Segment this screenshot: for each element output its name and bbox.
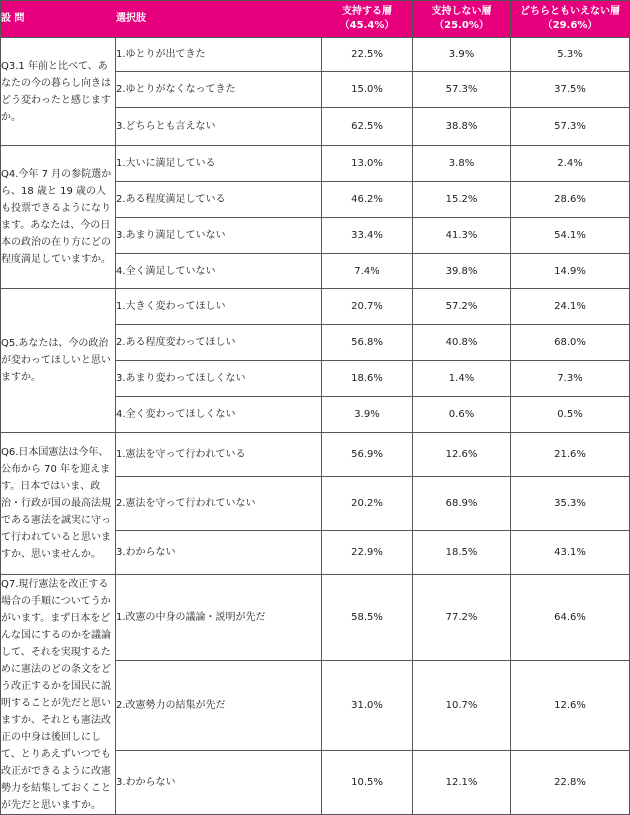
header-row xyxy=(1,1,630,38)
value-non-supporters: 12.1% xyxy=(413,751,511,815)
value-supporters: 15.0% xyxy=(322,72,413,108)
option-cell: 3.あまり変わってほしくない xyxy=(116,361,322,397)
value-undecided: 54.1% xyxy=(511,218,630,254)
value-non-supporters: 77.2% xyxy=(413,575,511,661)
value-supporters: 13.0% xyxy=(322,146,413,182)
value-supporters: 20.2% xyxy=(322,477,413,531)
value-non-supporters: 40.8% xyxy=(413,325,511,361)
value-supporters: 46.2% xyxy=(322,182,413,218)
value-undecided: 2.4% xyxy=(511,146,630,182)
option-cell: 3.わからない xyxy=(116,531,322,575)
value-non-supporters: 38.8% xyxy=(413,108,511,146)
option-cell: 2.憲法を守って行われていない xyxy=(116,477,322,531)
value-undecided: 57.3% xyxy=(511,108,630,146)
value-undecided: 21.6% xyxy=(511,433,630,477)
value-undecided: 35.3% xyxy=(511,477,630,531)
value-undecided: 37.5% xyxy=(511,72,630,108)
table-row xyxy=(1,38,630,72)
header-non-supporters: 支持しない層 （25.0%） xyxy=(413,1,511,38)
option-cell: 2.ある程度変わってほしい xyxy=(116,325,322,361)
value-undecided: 43.1% xyxy=(511,531,630,575)
option-cell: 2.ある程度満足している xyxy=(116,182,322,218)
value-undecided: 28.6% xyxy=(511,182,630,218)
option-cell: 3.わからない xyxy=(116,751,322,815)
value-non-supporters: 0.6% xyxy=(413,397,511,433)
table-row xyxy=(1,433,630,477)
value-non-supporters: 57.3% xyxy=(413,72,511,108)
option-cell: 2.ゆとりがなくなってきた xyxy=(116,72,322,108)
value-undecided: 68.0% xyxy=(511,325,630,361)
value-supporters: 58.5% xyxy=(322,575,413,661)
header-supporters: 支持する層 （45.4%） xyxy=(322,1,413,38)
option-cell: 1.ゆとりが出てきた xyxy=(116,38,322,72)
option-cell: 1.憲法を守って行われている xyxy=(116,433,322,477)
value-supporters: 22.5% xyxy=(322,38,413,72)
question-cell: Q3.1 年前と比べて、あなたの今の暮らし向きはどう変わったと感じますか。 xyxy=(1,38,116,146)
value-undecided: 22.8% xyxy=(511,751,630,815)
value-non-supporters: 1.4% xyxy=(413,361,511,397)
table-row xyxy=(1,289,630,325)
table-row xyxy=(1,575,630,661)
value-supporters: 31.0% xyxy=(322,661,413,751)
option-cell: 4.全く満足していない xyxy=(116,254,322,289)
option-cell: 3.どちらとも言えない xyxy=(116,108,322,146)
value-supporters: 3.9% xyxy=(322,397,413,433)
value-undecided: 0.5% xyxy=(511,397,630,433)
question-cell: Q5.あなたは、今の政治が変わってほしいと思いますか。 xyxy=(1,289,116,433)
value-non-supporters: 12.6% xyxy=(413,433,511,477)
value-supporters: 62.5% xyxy=(322,108,413,146)
option-cell: 2.改憲勢力の結集が先だ xyxy=(116,661,322,751)
header-option: 選択肢 xyxy=(116,1,322,38)
option-cell: 1.大いに満足している xyxy=(116,146,322,182)
value-undecided: 5.3% xyxy=(511,38,630,72)
value-supporters: 33.4% xyxy=(322,218,413,254)
value-supporters: 56.9% xyxy=(322,433,413,477)
question-cell: Q4.今年 7 月の参院選から、18 歳と 19 歳の人も投票できるようになります。あなたは、今の日本の政治の在り方にどの程度満足していますか。 xyxy=(1,146,116,289)
value-non-supporters: 10.7% xyxy=(413,661,511,751)
value-undecided: 12.6% xyxy=(511,661,630,751)
value-undecided: 24.1% xyxy=(511,289,630,325)
question-cell: Q7.現行憲法を改正する場合の手順についてうかがいます。まず日本をどんな国にするのかを議論して、それを実現するために憲法のどの条文をどう改正するかを国民に説明することが先だと思いますか、それとも憲法改正の中身は後回しにして、とりあえずいつでも改正ができるように改憲勢力を結集しておくことが先だと思いますか。 xyxy=(1,575,116,815)
value-non-supporters: 18.5% xyxy=(413,531,511,575)
value-undecided: 14.9% xyxy=(511,254,630,289)
question-cell: Q6.日本国憲法は今年、公布から 70 年を迎えます。日本ではいま、政治・行政が国の最高法規である憲法を誠実に守って行われていると思いますか、思いませんか。 xyxy=(1,433,116,575)
value-non-supporters: 57.2% xyxy=(413,289,511,325)
header-question: 設 問 xyxy=(1,1,116,38)
value-non-supporters: 41.3% xyxy=(413,218,511,254)
value-supporters: 20.7% xyxy=(322,289,413,325)
value-supporters: 7.4% xyxy=(322,254,413,289)
value-non-supporters: 3.9% xyxy=(413,38,511,72)
option-cell: 1.改憲の中身の議論・説明が先だ xyxy=(116,575,322,661)
value-supporters: 22.9% xyxy=(322,531,413,575)
value-non-supporters: 15.2% xyxy=(413,182,511,218)
value-supporters: 18.6% xyxy=(322,361,413,397)
value-non-supporters: 39.8% xyxy=(413,254,511,289)
table-row xyxy=(1,146,630,182)
value-undecided: 64.6% xyxy=(511,575,630,661)
value-supporters: 10.5% xyxy=(322,751,413,815)
value-undecided: 7.3% xyxy=(511,361,630,397)
option-cell: 3.あまり満足していない xyxy=(116,218,322,254)
option-cell: 4.全く変わってほしくない xyxy=(116,397,322,433)
value-non-supporters: 3.8% xyxy=(413,146,511,182)
value-non-supporters: 68.9% xyxy=(413,477,511,531)
option-cell: 1.大きく変わってほしい xyxy=(116,289,322,325)
value-supporters: 56.8% xyxy=(322,325,413,361)
header-undecided: どちらともいえない層 （29.6%） xyxy=(511,1,630,38)
